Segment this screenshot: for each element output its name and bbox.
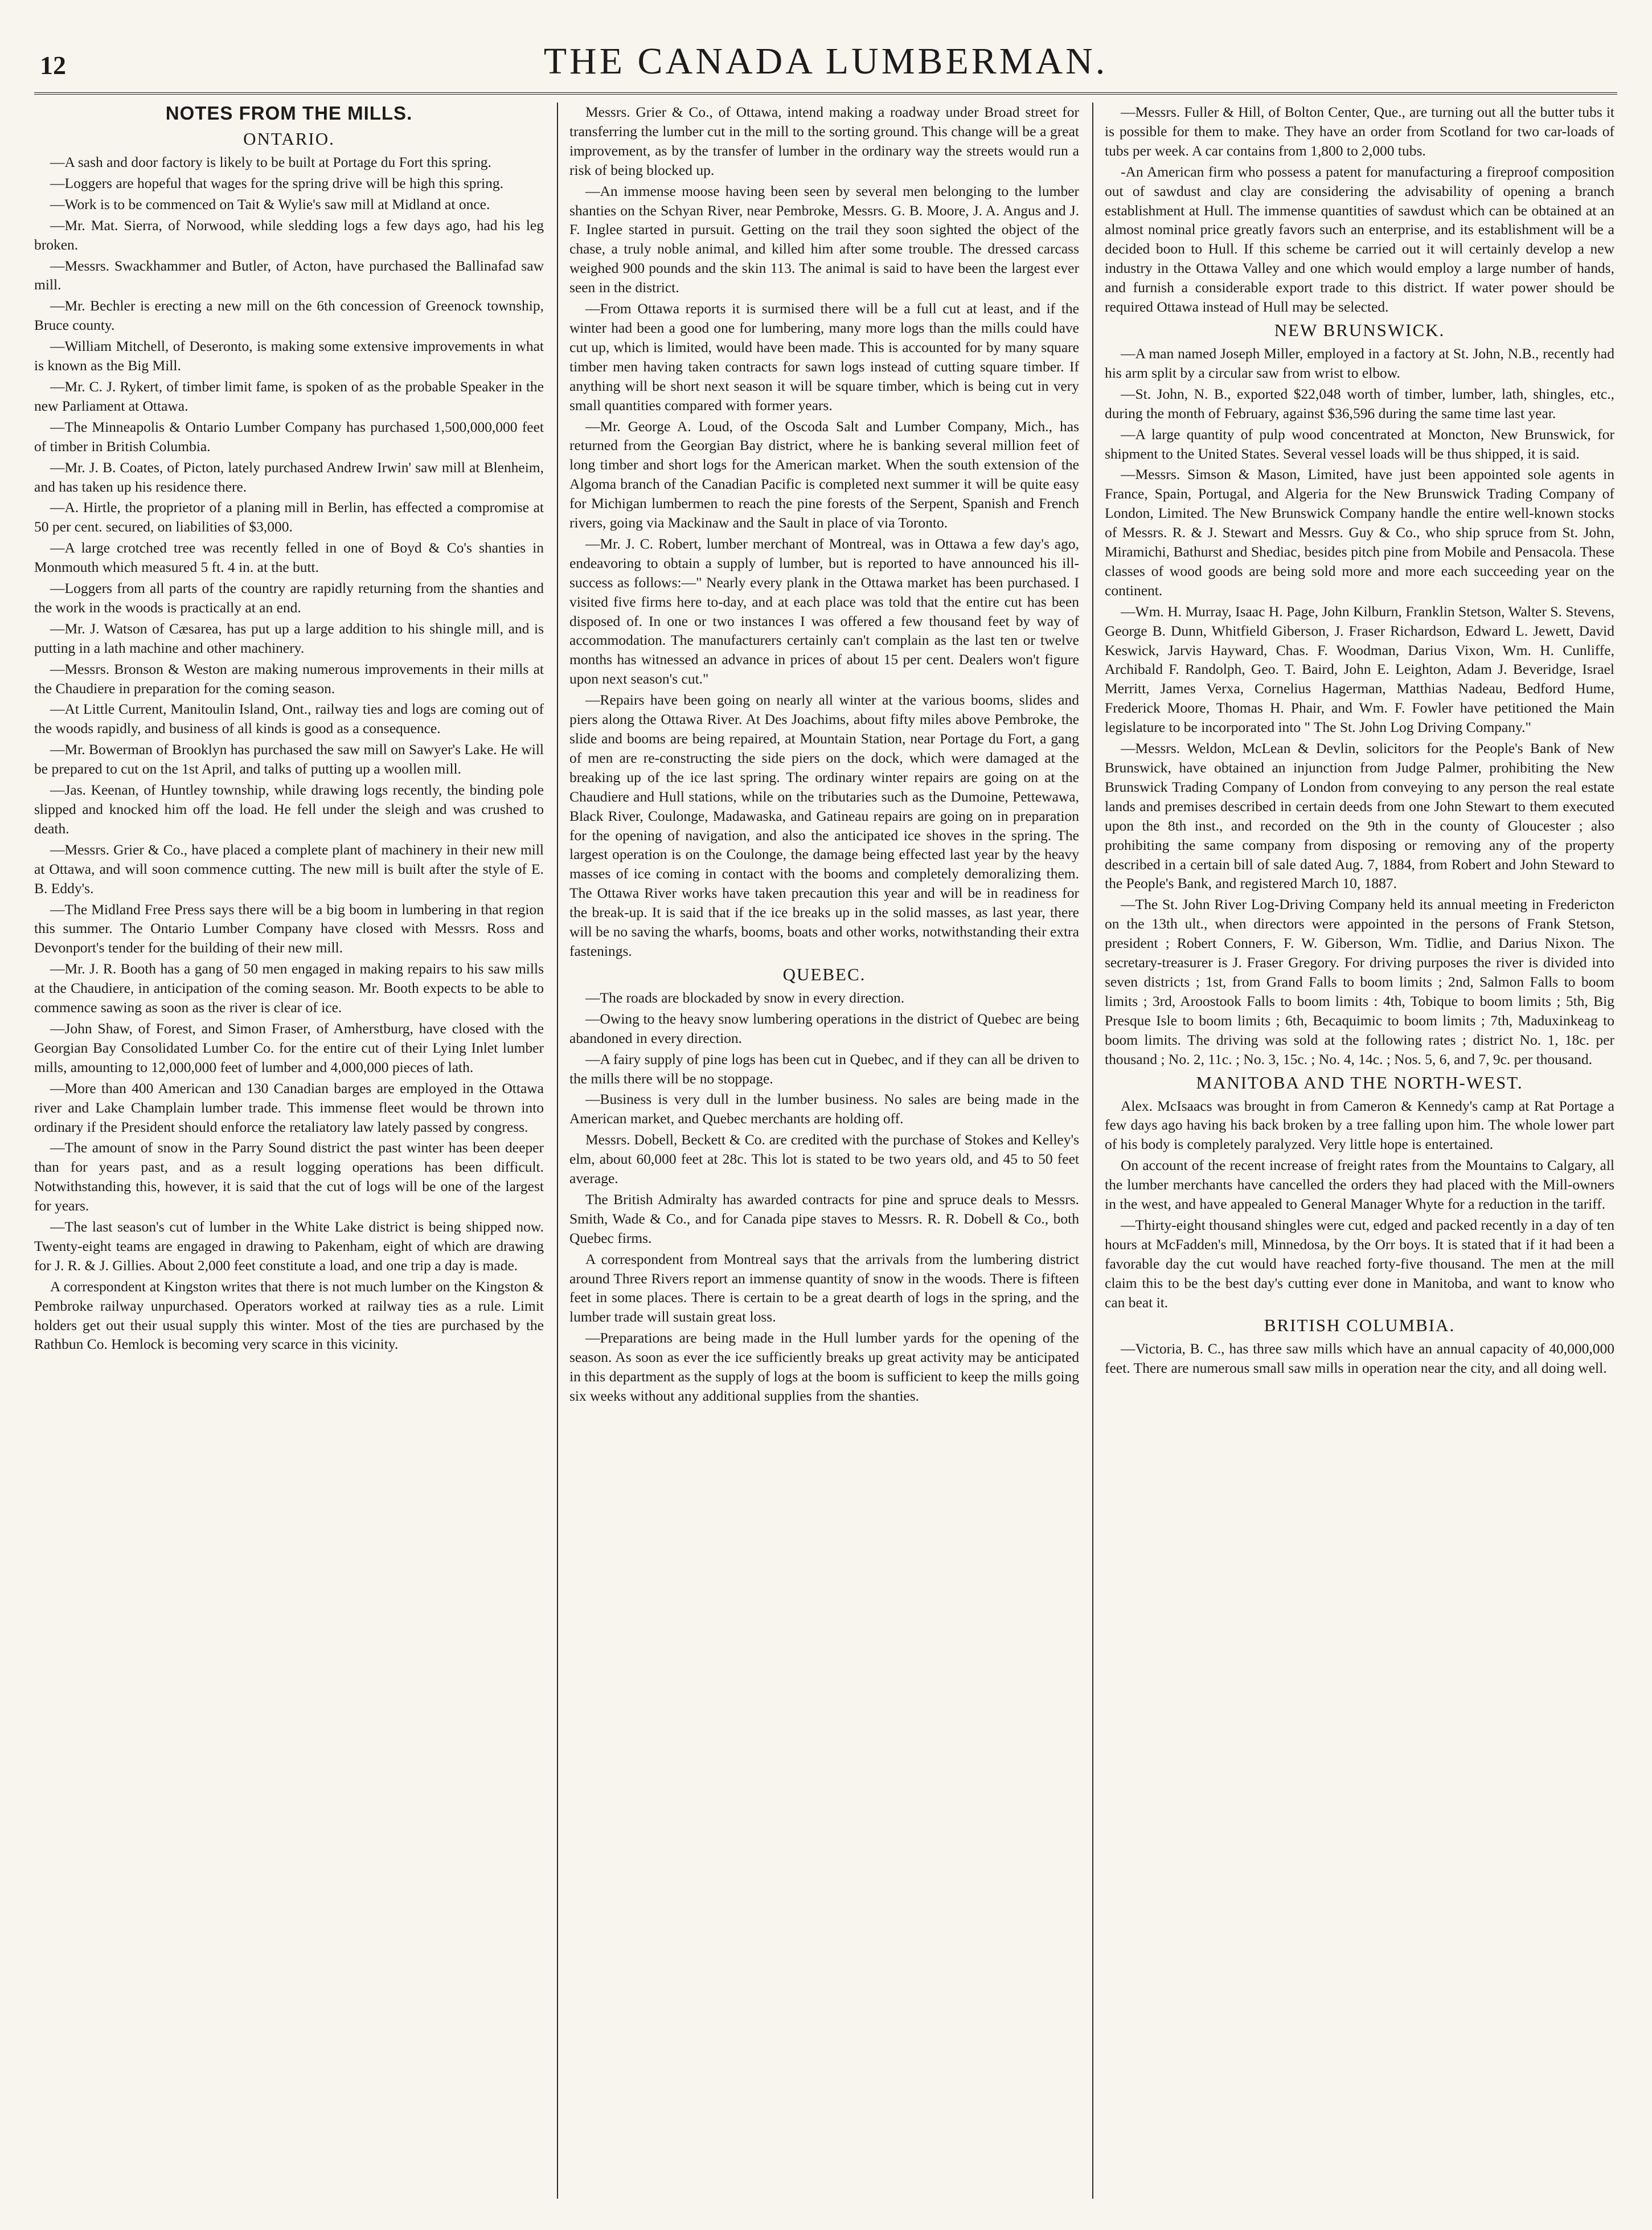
quebec-items bbox=[569, 988, 1079, 1406]
column-divider bbox=[557, 103, 558, 2199]
news-item: —Thirty-eight thousand shingles were cut, edged and packed recently in a day of ten hours at McFadden's mill, Minnedosa, by the Orr boys. It is stated that if it had been a favorable day the cut would have reached forty-five thousand. The men at the mill claim this to be the best day's cutting ever done in Manitoba, and want to know who can beat it. bbox=[1105, 1216, 1614, 1311]
news-item: —Jas. Keenan, of Huntley township, while drawing logs recently, the binding pole slipped and knocked him off the load. He fell under the sleigh and was crushed to death. bbox=[34, 781, 544, 837]
quebec-items-continued bbox=[1105, 103, 1614, 317]
news-item: —Messrs. Grier & Co., have placed a complete plant of machinery in their new mill at Ottawa, and will soon commence cutting. The new mill is built after the style of E. B. Eddy's. bbox=[34, 841, 544, 897]
news-item: —A large crotched tree was recently felled in one of Boyd & Co's shanties in Monmouth which measured 5 ft. 4 in. at the butt. bbox=[34, 539, 544, 576]
news-item: —Mr. J. Watson of Cæsarea, has put up a large addition to his shingle mill, and is putting in a lath machine and other machinery. bbox=[34, 620, 544, 656]
news-item: —A sash and door factory is likely to be built at Portage du Fort this spring. bbox=[50, 154, 491, 170]
news-item: —William Mitchell, of Deseronto, is making some extensive improvements in what is known as the Big Mill. bbox=[34, 338, 544, 374]
news-item: On account of the recent increase of freight rates from the Mountains to Calgary, all the lumber merchants have cancelled the orders they had placed with the Mill-owners in the west, and have appealed to General Manager Whyte for a reduction in the tariff. bbox=[1105, 1157, 1614, 1213]
article-columns bbox=[34, 103, 1617, 2199]
news-item: —The amount of snow in the Parry Sound district the past winter has been deeper than for years past, and as a result logging operations has been difficult. Notwithstanding this, however, it is said that the cut of logs will be one of the largest for years. bbox=[34, 1139, 544, 1214]
news-item: —Mr. George A. Loud, of the Oscoda Salt and Lumber Company, Mich., has returned from the Georgian Bay district, where he is banking several million feet of long timber and short logs for the American market. When the south extension of the Algoma branch of the Canadian Pacific is completed next summer it will be quite easy for Michigan lumbermen to reach the pine forests of the Serpent, Spanish and French rivers, going via Mackinaw and the Sault in place of via Toronto. bbox=[569, 418, 1079, 531]
news-item: —At Little Current, Manitoulin Island, Ont., railway ties and logs are coming out of the woods rapidly, and business of all kinds is good as a consequence. bbox=[34, 701, 544, 737]
british-columbia-items bbox=[1105, 1339, 1614, 1378]
new-brunswick-heading: NEW BRUNSWICK. bbox=[1274, 320, 1445, 340]
news-item: —The roads are blockaded by snow in every direction. bbox=[585, 989, 905, 1006]
news-item: —Mr. J. R. Booth has a gang of 50 men engaged in making repairs to his saw mills at the Chaudiere, in anticipation of the coming season. Mr. Booth expects to be able to commence sawing as soon as the river is clear of ice. bbox=[34, 960, 544, 1016]
news-item: —Messrs. Fuller & Hill, of Bolton Center, Que., are turning out all the butter tubs it is possible for them to make. They have an order from Scotland for two car-loads of tubs per week. A car contains from 1,800 to 2,000 tubs. bbox=[1105, 104, 1614, 159]
page-number: 12 bbox=[40, 51, 66, 80]
news-item: —The last season's cut of lumber in the White Lake district is being shipped now. Twenty-eight teams are engaged in drawing to Pakenham, eight of which are drawing for J. R. & J. Gillies. About 2,000 feet constitute a load, and one trip a day is made. bbox=[34, 1218, 544, 1274]
newspaper-title: THE CANADA LUMBERMAN. bbox=[543, 40, 1108, 82]
column-2 bbox=[569, 103, 1079, 2199]
news-item: —Victoria, B. C., has three saw mills which have an annual capacity of 40,000,000 feet. There are numerous small saw mills in operation near the city, and all doing well. bbox=[1105, 1340, 1614, 1377]
news-item: —The St. John River Log-Driving Company held its annual meeting in Fredericton on the 13th ult., when directors were appointed in the persons of Frank Stetson, president ; Robert Conners, F. W. Giberson, Wm. Tidlie, and Darius Nixon. The secretary-treasurer is J. Fraser Gregory. For driving purposes the river is divided into seven districts ; 1st, from Grand Falls to boom limits ; 2nd, Salmon Falls to boom limits ; 3rd, Aroostook Falls to boom limits : 4th, Tobique to boom limits ; 5th, Big Presque Isle to boom limits ; 6th, Becaquimic to boom limits ; 7th, Maduxinkeag to boom limits. The driving was sold at the following rates ; district No. 1, 18c. per thousand ; No. 2, 11c. ; No. 3, 15c. ; No. 4, 14c. ; Nos. 5, 6, and 7, 9c. per thousand. bbox=[1105, 896, 1614, 1067]
news-item: Alex. McIsaacs was brought in from Cameron & Kennedy's camp at Rat Portage a few days ago having his back broken by a tree falling upon him. The whole lower part of his body is completely paralyzed. Very little hope is entertained. bbox=[1105, 1097, 1614, 1153]
news-item: -An American firm who possess a patent for manufacturing a fireproof composition out of sawdust and clay are considering the advisability of opening a branch establishment at Hull. The immense quantities of sawdust which can be obtained at an almost nominal price greatly favors such an enterprise, and its establishment will be a decided boon to Hull. If this scheme be carried out it will certainly develop a new industry in the Ottawa Valley and one which would employ a large number of hands, and furnish a considerable export trade to this district. If water power should be required Ottawa instead of Hull may be selected. bbox=[1105, 163, 1614, 316]
new-brunswick-items bbox=[1105, 344, 1614, 1069]
news-item: —More than 400 American and 130 Canadian barges are employed in the Ottawa river and Lake Champlain lumber trade. This immense fleet would be thrown into ordinary if the President should enforce the retaliatory law lately passed by congress. bbox=[34, 1079, 544, 1135]
manitoba-items bbox=[1105, 1096, 1614, 1312]
quebec-heading: QUEBEC. bbox=[782, 964, 866, 984]
ontario-heading: ONTARIO. bbox=[243, 129, 335, 149]
news-item: —An immense moose having been seen by several men belonging to the lumber shanties on the Schyan River, near Pembroke, Messrs. G. B. Moore, J. A. Angus and J. F. Inglee started in pursuit. Getting on the trail they soon sighted the object of the chase, a truly noble animal, and killed him after some trouble. The dressed carcass weighed 900 pounds and the skin 113. The animal is said to have been the largest ever seen in the district. bbox=[569, 182, 1079, 296]
column-3 bbox=[1105, 103, 1614, 2199]
manitoba-heading: MANITOBA AND THE NORTH-WEST. bbox=[1196, 1072, 1523, 1093]
news-item: —Repairs have been going on nearly all winter at the various booms, slides and piers along the Ottawa River. At Des Joachims, about fifty miles above Pembroke, the slide and booms are being repaired, at Mountain Station, near Portage du Fort, a gang of men are re-constructing the side piers on the dock, which were damaged at the breaking up of the ice last spring. The ordinary winter repairs are going on at the Chaudiere and Hull stations, while on the tributaries such as the Dumoine, Pettewawa, Black River, Coulonge, Madawaska, and Gatineau repairs are going on in preparation for the opening of navigation, and also the anticipated ice shoves in the spring. The largest operation is on the Coulonge, the damage being effected last year by the heavy masses of ice coming in contact with the booms and completely demoralizing them. The Ottawa River works have taken precaution this year and will be in readiness for the break-up. It is said that if the ice breaks up in the solid masses, as last year, there will be no saving the wharfs, booms, boats and other works, notwithstanding their extra fastenings. bbox=[569, 691, 1079, 959]
news-item: —Loggers from all parts of the country are rapidly returning from the shanties and the work in the woods is practically at an end. bbox=[34, 580, 544, 616]
news-item: —Wm. H. Murray, Isaac H. Page, John Kilburn, Franklin Stetson, Walter S. Stevens, George B. Dunn, Whitfield Giberson, J. Fraser Richardson, Edward L. Jewett, David Keswick, Jarvis Hayward, Chas. F. Woodman, Darius Vixon, Wm. H. Cunliffe, Archibald F. Randolph, Geo. T. Baird, John E. Leighton, Adam J. Beveridge, Israel Merritt, James Verxa, Cornelius Hagerman, Matthias Nadeau, Bedford Hume, Frederick Moore, Thomas H. Phair, and Wm. F. Fowler have petitioned the Main legislature to be incorporated into " The St. John Log Driving Company." bbox=[1105, 603, 1614, 736]
masthead bbox=[34, 40, 1617, 97]
news-item: Messrs. Dobell, Beckett & Co. are credited with the purchase of Stokes and Kelley's elm, about 60,000 feet at 28c. This lot is stated to be two years old, and 45 to 50 feet average. bbox=[569, 1131, 1079, 1187]
news-item: —Preparations are being made in the Hull lumber yards for the opening of the season. As soon as ever the ice sufficiently breaks up great activity may be anticipated in this department as the supply of logs at the boom is sufficient to keep the mills going six weeks without any additional supplies from the shanties. bbox=[569, 1329, 1079, 1404]
news-item: Messrs. Grier & Co., of Ottawa, intend making a roadway under Broad street for transferring the lumber cut in the mill to the sorting ground. This change will be a great improvement, as by the transfer of lumber in the ordinary way the streets would run a risk of being blocked up. bbox=[569, 104, 1079, 178]
newspaper-page bbox=[34, 40, 1617, 2199]
news-item: —Business is very dull in the lumber business. No sales are being made in the American market, and Quebec merchants are holding off. bbox=[569, 1091, 1079, 1127]
news-item: —Mr. J. B. Coates, of Picton, lately purchased Andrew Irwin' saw mill at Blenheim, and has taken up his residence there. bbox=[34, 459, 544, 495]
news-item: —Messrs. Bronson & Weston are making numerous improvements in their mills at the Chaudiere in preparation for the coming season. bbox=[34, 660, 544, 697]
news-item: —A. Hirtle, the proprietor of a planing mill in Berlin, has effected a compromise at 50 per cent. secured, on liabilities of $3,000. bbox=[34, 499, 544, 535]
news-item: —The Midland Free Press says there will be a big boom in lumbering in that region this summer. The Ontario Lumber Company have closed with Messrs. Ross and Devonport's tender for the building of their new mill. bbox=[34, 901, 544, 956]
news-item: —Messrs. Weldon, McLean & Devlin, solicitors for the People's Bank of New Brunswick, have obtained an injunction from Judge Palmer, prohibiting the New Brunswick Trading Company of London from conveying to any person the real estate lands and premises described in certain deeds from one John Stewart to them executed upon the 8th inst., and recorded on the 9th in the county of Gloucester ; also prohibiting the same company from disposing or removing any of the property described in a certain bill of sale dated Aug. 7, 1884, from Robert and John Steward to the People's Bank, and registered March 10, 1887. bbox=[1105, 740, 1614, 892]
news-item: —A large quantity of pulp wood concentrated at Moncton, New Brunswick, for shipment to the United States. Several vessel loads will be thus shipped, it is said. bbox=[1105, 425, 1614, 462]
news-item: The British Admiralty has awarded contracts for pine and spruce deals to Messrs. Smith, Wade & Co., and for Canada pipe staves to Messrs. R. R. Dobell & Co., both Quebec firms. bbox=[569, 1190, 1079, 1246]
news-item: —The Minneapolis & Ontario Lumber Company has purchased 1,500,000,000 feet of timber in British Columbia. bbox=[34, 418, 544, 455]
news-item: —Messrs. Swackhammer and Butler, of Acton, have purchased the Ballinafad saw mill. bbox=[34, 257, 544, 293]
news-item: —Loggers are hopeful that wages for the spring drive will be high this spring. bbox=[50, 174, 503, 191]
ontario-items bbox=[34, 153, 544, 1354]
news-item: A correspondent from Montreal says that the arrivals from the lumbering district around Three Rivers report an immense quantity of snow in the woods. There is fifteen feet in some places. There is certain to be a great dearth of logs in the spring, and the lumber trade will sustain great loss. bbox=[569, 1250, 1079, 1325]
news-item: A correspondent at Kingston writes that there is not much lumber on the Kingston & Pembroke railway unpurchased. Operators worked at railway ties as a rule. Limit holders get out their usual supply this winter. Most of the ties are purchased by the Rathbun Co. Hemlock is becoming very scarce in this vicinity. bbox=[34, 1278, 544, 1353]
news-item: —St. John, N. B., exported $22,048 worth of timber, lumber, lath, shingles, etc., during the month of February, against $36,596 during the same time last year. bbox=[1105, 385, 1614, 422]
news-item: —Mr. J. C. Robert, lumber merchant of Montreal, was in Ottawa a few day's ago, endeavoring to obtain a supply of lumber, but is reported to have announced his ill-success as follows:—" Nearly every plank in the Ottawa market has been purchased. I visited five firms here to-day, and at each place was told that the entire cut has been disposed of. In one or two instances I was offered a few thousand feet by way of accommodation. The manufacturers certainly can't complain as the last ten or twelve months has witnessed an advance in prices of about 15 per cent. Dealers won't figure upon next season's cut." bbox=[569, 535, 1079, 688]
news-item: —A fairy supply of pine logs has been cut in Quebec, and if they can all be driven to the mills there will be no stoppage. bbox=[569, 1050, 1079, 1087]
column-divider bbox=[1092, 103, 1093, 2199]
news-item: —Owing to the heavy snow lumbering operations in the district of Quebec are being abandoned in every direction. bbox=[569, 1010, 1079, 1046]
ontario-items-continued bbox=[569, 103, 1079, 961]
notes-heading: NOTES FROM THE MILLS. bbox=[165, 103, 413, 124]
news-item: —Mr. C. J. Rykert, of timber limit fame, is spoken of as the probable Speaker in the new Parliament at Ottawa. bbox=[34, 378, 544, 414]
masthead-rule bbox=[34, 92, 1617, 95]
column-1 bbox=[34, 103, 544, 2199]
news-item: —Work is to be commenced on Tait & Wylie's saw mill at Midland at once. bbox=[50, 195, 490, 212]
news-item: —From Ottawa reports it is surmised there will be a full cut at least, and if the winter had been a good one for lumbering, many more logs than the mills could have cut up, which is limited, would have been made. This is accounted for by many square timber men having taken contracts for sawn logs instead of cutting square timber. If anything will be short next season it will be square timber, which is being cut in very small quantities compared with former years. bbox=[569, 300, 1079, 414]
news-item: —Mr. Bechler is erecting a new mill on the 6th concession of Greenock township, Bruce county. bbox=[34, 297, 544, 334]
news-item: —Messrs. Simson & Mason, Limited, have just been appointed sole agents in France, Spain, Portugal, and Algeria for the New Brunswick Trading Company of London, Limited. The New Brunswick Company handle the entire well-known stocks of Messrs. R. & J. Stewart and Messrs. Guy & Co., who ship spruce from St. John, Miramichi, Bathurst and Shediac, besides pitch pine from Mobile and Pensacola. These classes of wood goods are being sold more and more each succeeding year on the continent. bbox=[1105, 466, 1614, 599]
news-item: —A man named Joseph Miller, employed in a factory at St. John, N.B., recently had his arm split by a circular saw from wrist to elbow. bbox=[1105, 345, 1614, 381]
news-item: —Mr. Mat. Sierra, of Norwood, while sledding logs a few days ago, had his leg broken. bbox=[34, 216, 544, 253]
british-columbia-heading: BRITISH COLUMBIA. bbox=[1264, 1315, 1456, 1336]
news-item: —John Shaw, of Forest, and Simon Fraser, of Amherstburg, have closed with the Georgian Bay Consolidated Lumber Co. for the entire cut of their Lying Inlet lumber mills, amounting to 12,000,000 feet of lumber and 4,000,000 pieces of lath. bbox=[34, 1020, 544, 1075]
news-item: —Mr. Bowerman of Brooklyn has purchased the saw mill on Sawyer's Lake. He will be prepared to cut on the 1st April, and talks of putting up a woollen mill. bbox=[34, 741, 544, 778]
